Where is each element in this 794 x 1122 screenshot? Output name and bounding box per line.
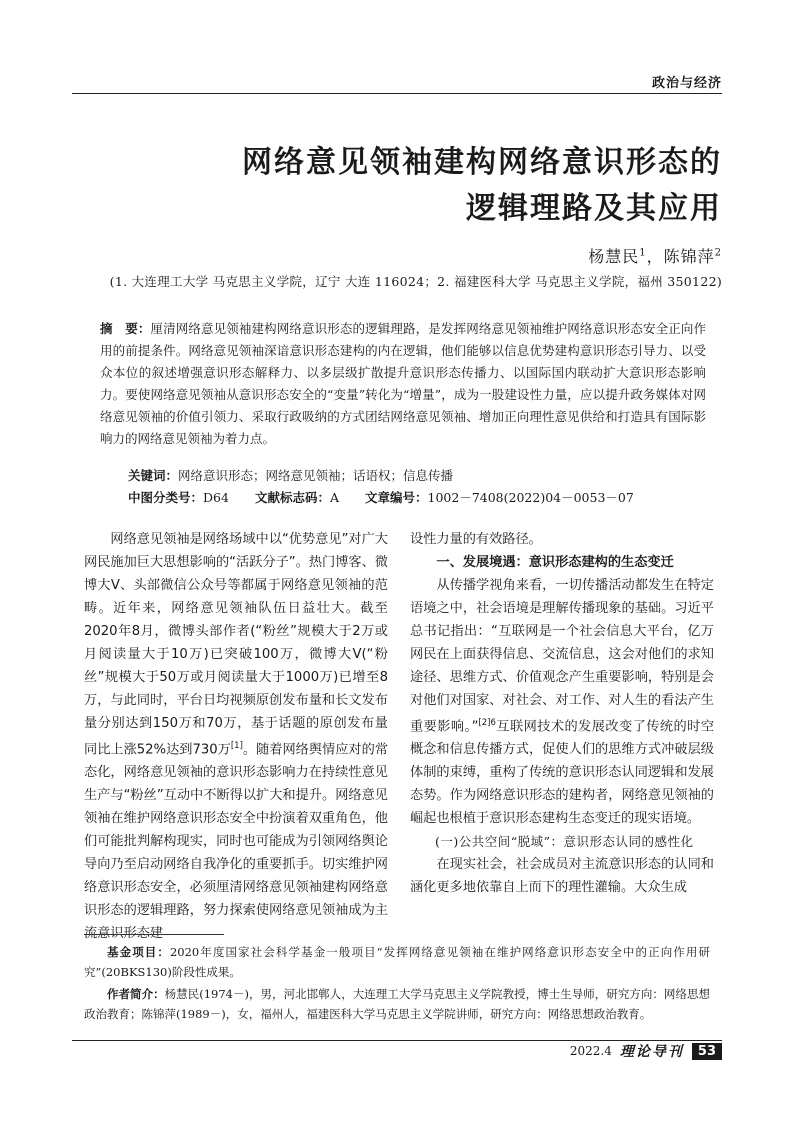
authors xyxy=(588,244,722,267)
author-1: 杨慧民 xyxy=(588,247,640,266)
doc-code-label: 文献标志码： xyxy=(254,490,330,505)
page-number: 53 xyxy=(692,1043,722,1060)
author-2-sup: 2 xyxy=(714,247,722,259)
subsection-heading: (一)公共空间“脱域”：意识形态认同的感性化 xyxy=(435,834,694,850)
keywords xyxy=(128,465,708,487)
journal-name: 理论导刊 xyxy=(619,1044,684,1060)
section-heading: 一、发展境遇：意识形态建构的生态变迁 xyxy=(436,555,674,570)
footnotes xyxy=(84,942,710,1026)
clc-label: 中图分类号： xyxy=(128,490,204,505)
page-footer xyxy=(570,1041,722,1061)
author-2: 陈锦萍 xyxy=(663,247,715,266)
citation-ref: [2]6 xyxy=(478,718,496,728)
footnote-rule xyxy=(84,934,224,935)
article-number-label: 文章编号： xyxy=(365,490,428,505)
title-line-2: 逻辑理路及其应用 xyxy=(466,191,722,226)
clc-value: D64 xyxy=(203,490,229,505)
body-paragraph: 设性力量的有效路径。 xyxy=(410,532,542,547)
citation-ref: [1] xyxy=(230,741,243,751)
header-rule xyxy=(72,93,722,94)
abstract-label: 摘 要： xyxy=(100,321,151,336)
article-title xyxy=(82,140,722,232)
body-paragraph: 网络意见领袖是网络场域中以“优势意见”对广大网民施加巨大思想影响的“活跃分子”。热门博客、微博大V、头部微信公众号等都属于网络意见领袖的范畴。近年来，网络意见领袖队伍日益壮大。截至2020年8月，微博头部作者(“粉丝”规模大于2万或月阅读量大于10万)已突破100万，微博大V(“粉丝”规模大于50万或月阅读量大于1000万)已增至8万，与此同时，平台日均视频原创发布量和长文发布量分别达到150万和70万，基于话题的原创发布量同比上涨52%达到730万[1]。随着网络舆情应对的常态化，网络意见领袖的意识形态影响力在持续性意见生产与“粉丝”互动中不断得以扩大和提升。网络意见领袖在维护网络意识形态安全中扮演着双重角色，他们可能批判解构现实，同时也可能成为引领网络舆论导向乃至启动网络自我净化的重要抓手。切实维护网络意识形态安全，必须厘清网络意见领袖建构网络意识形态的逻辑理路，努力探索使网络意见领袖成为主流意识形态建 xyxy=(84,532,389,942)
body-column-left xyxy=(84,528,388,945)
body-paragraph: 从传播学视角来看，一切传播活动都发生在特定语境之中，社会语境是理解传播现象的基础。习近平总书记指出：“互联网是一个社会信息大平台，亿万网民在上面获得信息、交流信息，这会对他们的求知途径、思维方式、价值观念产生重要影响，特别是会对他们对国家、对社会、对工作、对人生的看法产生重要影响。”$^{[2]6}$互联网技术的发展改变了传统的时空概念和信息传播方式，促使人们的思维方式冲破层级体制的束缚，重构了传统的意识形态认同逻辑和发展态势。作为网络意识形态的建构者，网络意见领袖的崛起也根植于意识形态建构生态变迁的现实语境。 xyxy=(410,578,715,827)
classification xyxy=(128,487,708,509)
article-number-value: 1002－7408(2022)04－0053－07 xyxy=(427,490,634,505)
footnote-author: 作者简介：杨慧民(1974－)，男，河北邯郸人，大连理工大学马克思主义学院教授，博士生导师，研究方向：网络思想政治教育；陈锦萍(1989－)，女，福州人，福建医科大学马克思主义学院讲师，研究方向：网络思想政治教育。 xyxy=(84,987,711,1021)
abstract-text: 厘清网络意见领袖建构网络意识形态的逻辑理路，是发挥网络意见领袖维护网络意识形态安全正向作用的前提条件。网络意见领袖深谙意识形态建构的内在逻辑，他们能够以信息优势建构意识形态引导力、以受众本位的叙述增强意识形态解释力、以多层级扩散提升意识形态传播力、以国际国内联动扩大意识形态影响力。要使网络意见领袖从意识形态安全的“变量”转化为“增量”，成为一股建设性力量，应以提升政务媒体对网络意见领袖的价值引领力、采取行政吸纳的方式团结网络意见领袖、增加正向理性意见供给和打造具有国际影响力的网络意见领袖为着力点。 xyxy=(100,321,706,446)
body-paragraph: 在现实社会，社会成员对主流意识形态的认同和涵化更多地依靠自上而下的理性灌输。大众生成 xyxy=(410,857,714,896)
keywords-text: 网络意识形态；网络意见领袖；话语权；信息传播 xyxy=(178,468,454,483)
affiliations: (1. 大连理工大学 马克思主义学院，辽宁 大连 116024；2. 福建医科大学 马克思主义学院，福州 350122) xyxy=(109,274,722,289)
doc-code-value: A xyxy=(329,490,339,505)
body-column-right xyxy=(410,528,714,899)
title-line-1: 网络意见领袖建构网络意识形态的 xyxy=(242,145,722,180)
author-1-sup: 1 xyxy=(639,247,647,259)
section-tag: 政治与经济 xyxy=(651,76,722,91)
footnote-fund: 基金项目：2020年度国家社会科学基金一般项目“发挥网络意见领袖在维护网络意识形态安全中的正向作用研究”(20BKS130)阶段性成果。 xyxy=(84,945,710,979)
keywords-label: 关键词： xyxy=(128,468,179,483)
abstract xyxy=(100,318,706,450)
author-separator: ， xyxy=(646,247,664,266)
issue-number: 2022.4 xyxy=(569,1044,612,1058)
